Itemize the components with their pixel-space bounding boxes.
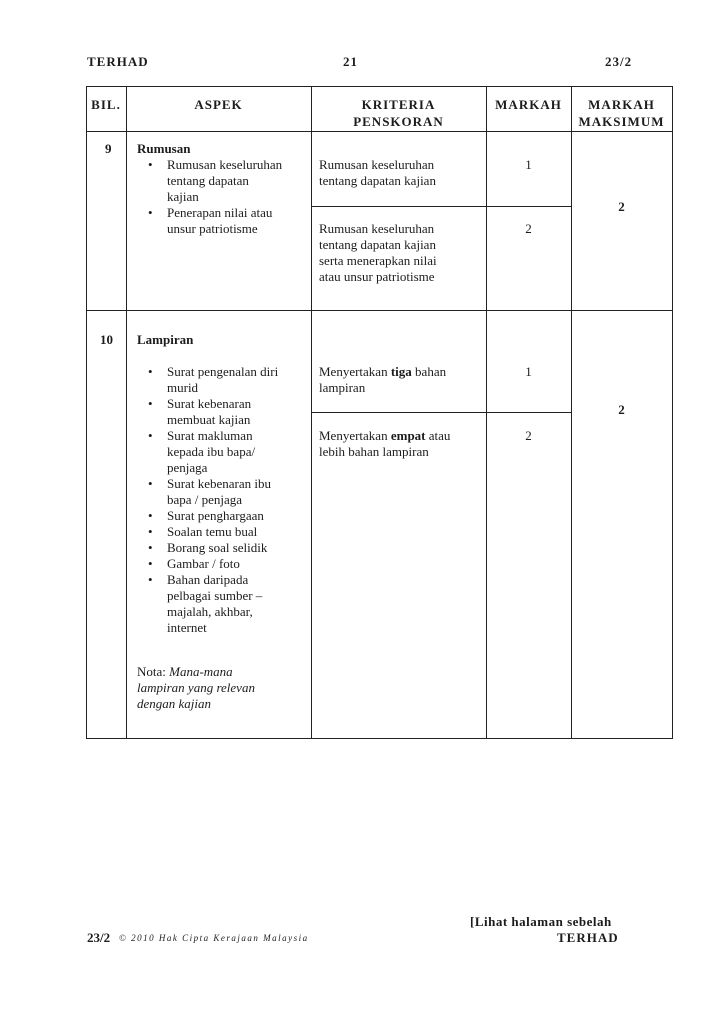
criteria-text: atau	[425, 428, 451, 443]
footer-classification: TERHAD	[557, 930, 619, 945]
row9-criteria-divider	[311, 206, 571, 207]
criteria-line: tentang dapatan kajian	[319, 237, 436, 252]
criteria-line: lebih bahan lampiran	[319, 444, 429, 459]
bullet-icon: •	[148, 572, 153, 587]
bullet-icon: •	[148, 364, 153, 379]
aspek-item-line: Surat makluman	[167, 428, 253, 443]
criteria-line: atau unsur patriotisme	[319, 269, 435, 284]
criteria-line: Rumusan keseluruhan	[319, 157, 435, 172]
criteria-text: bahan	[411, 364, 447, 379]
bullet-icon: •	[148, 556, 153, 571]
aspek-item-line: Penerapan nilai atau	[167, 205, 273, 220]
bullet-icon: •	[148, 157, 153, 172]
col-divider-kriteria	[486, 86, 487, 738]
aspek-item-line: kajian	[167, 189, 199, 204]
col-header-aspek: ASPEK	[194, 97, 243, 112]
row10-criteria-1	[319, 364, 446, 396]
row10-max-mark: 2	[618, 402, 625, 417]
row10-note	[137, 664, 255, 712]
aspek-item-line: Surat penghargaan	[167, 508, 264, 523]
aspek-item-line: murid	[167, 380, 199, 395]
bullet-icon: •	[148, 396, 153, 411]
bullet-icon: •	[148, 540, 153, 555]
criteria-text: Menyertakan	[319, 364, 391, 379]
row9-mark-1: 1	[525, 157, 532, 172]
row9-max-mark: 2	[618, 199, 625, 214]
aspek-item-line: Bahan daripada	[167, 572, 249, 587]
criteria-line: serta menerapkan nilai	[319, 253, 437, 268]
aspek-item-line: penjaga	[167, 460, 208, 475]
page-header-classification: TERHAD	[87, 54, 149, 69]
criteria-line: tentang dapatan kajian	[319, 173, 436, 188]
row9-aspek-title: Rumusan	[137, 141, 191, 156]
aspek-item-line: kepada ibu bapa/	[167, 444, 256, 459]
aspek-item-line: membuat kajian	[167, 412, 251, 427]
bullet-icon: •	[148, 428, 153, 443]
aspek-item-line: majalah, akhbar,	[167, 604, 253, 619]
criteria-emphasis: empat	[390, 428, 426, 443]
row9-mark-2: 2	[525, 221, 532, 236]
aspek-item-line: Soalan temu bual	[167, 524, 258, 539]
table-border-left	[86, 86, 87, 738]
aspek-item-line: Rumusan keseluruhan	[167, 157, 283, 172]
row9-number: 9	[105, 141, 112, 156]
bullet-icon: •	[148, 476, 153, 491]
aspek-item-line: Borang soal selidik	[167, 540, 268, 555]
col-divider-bil	[126, 86, 127, 738]
col-divider-aspek	[311, 86, 312, 738]
note-label: Nota:	[137, 664, 166, 679]
bullet-icon: •	[148, 508, 153, 523]
aspek-item-line: Surat kebenaran	[167, 396, 252, 411]
table-border-bottom	[86, 738, 673, 739]
aspek-item-line: bapa / penjaga	[167, 492, 243, 507]
col-header-markah-maks-2: MAKSIMUM	[578, 114, 665, 129]
footer-copyright: © 2010 Hak Cipta Kerajaan Malaysia	[119, 933, 309, 943]
bullet-icon: •	[148, 524, 153, 539]
col-header-markah: MARKAH	[495, 97, 562, 112]
aspek-item-line: tentang dapatan	[167, 173, 249, 188]
criteria-line: Rumusan keseluruhan	[319, 221, 435, 236]
footer-paper-code: 23/2	[87, 930, 111, 945]
paper-code: 23/2	[605, 54, 633, 69]
col-header-penskoran: PENSKORAN	[353, 114, 444, 129]
bullet-icon: •	[148, 205, 153, 220]
note-text-line: lampiran yang relevan	[137, 680, 255, 695]
next-page-note: [Lihat halaman sebelah	[470, 914, 612, 929]
row9-criteria-1	[319, 157, 436, 189]
row-divider	[86, 310, 673, 311]
aspek-item-line: Gambar / foto	[167, 556, 240, 571]
note-text-line: Mana-mana	[169, 664, 233, 679]
criteria-text: Menyertakan	[319, 428, 391, 443]
col-header-bil: BIL.	[91, 97, 121, 112]
criteria-emphasis: tiga	[390, 364, 412, 379]
row9-criteria-2	[319, 221, 437, 285]
criteria-line: lampiran	[319, 380, 366, 395]
col-header-kriteria: KRITERIA	[361, 97, 436, 112]
scoring-table	[86, 86, 673, 738]
aspek-item-line: pelbagai sumber –	[167, 588, 263, 603]
row10-mark-1: 1	[525, 364, 532, 379]
aspek-item-line: unsur patriotisme	[167, 221, 258, 236]
col-header-markah-maks-1: MARKAH	[588, 97, 655, 112]
aspek-item-line: Surat kebenaran ibu	[167, 476, 271, 491]
row10-criteria-2	[319, 428, 450, 460]
aspek-item-line: Surat pengenalan diri	[167, 364, 279, 379]
table-border-right	[672, 86, 673, 738]
aspek-item-line: internet	[167, 620, 207, 635]
header-divider	[86, 131, 673, 132]
row10-aspek-title: Lampiran	[137, 332, 194, 347]
row10-number: 10	[100, 332, 113, 347]
row10-mark-2: 2	[525, 428, 532, 443]
row10-criteria-divider	[311, 412, 571, 413]
page-number: 21	[343, 54, 358, 69]
table-border-top	[86, 86, 673, 87]
note-text-line: dengan kajian	[137, 696, 212, 711]
